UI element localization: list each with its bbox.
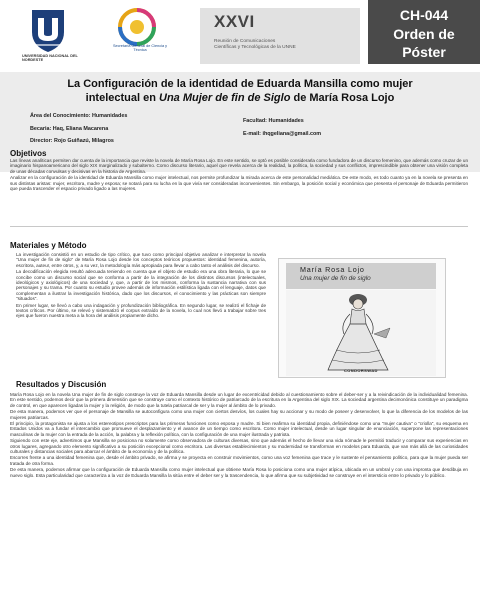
book-title: Una mujer de fin de siglo: [300, 275, 371, 282]
paper-title: [20, 78, 460, 105]
congress-name: [214, 39, 354, 50]
results-paragraph: El principio, la protagonista se ajusta a los estereotipos prescriptos para las primeras funciones como esposa y madre. Si bien reafirma su identidad propia, definiéndose como una "mujer cautiva" o "criolla", su esquema en Estados Unidos va a fundar el intercambio que promueve el desplazamiento y el avance de un tiempo como escritora. Como mujer intelectual, desde un lugar singular de enunciación, superpone las representaciones masculinas de la mujer con la entrada de la acción, la palabra y la reflexión política, con la configuración de una mujer ilustrada y patriota.: [10, 421, 468, 437]
poster-header: [0, 0, 480, 72]
book-publisher: CONDORSWAD: [344, 368, 378, 373]
secretariat-logo: [118, 8, 156, 46]
congress-line-2: Científicas y Tecnológicas de la UNNE: [214, 44, 296, 50]
director: Director: Rojo Guiñazú, Milagros: [30, 138, 114, 144]
victorian-woman-illustration: [286, 290, 436, 376]
section-divider: [10, 226, 468, 227]
results-body: [10, 392, 468, 479]
author: Becaria: Haq, Eliana Macarena: [30, 126, 109, 132]
results-paragraph: Escorres frente a una identidad femenina que, desde el ámbito privado, se afirma y se proyecta en construir movimientos, como una voz femenina que trace y le sustente el pensamiento político, para que la mujer pueda ser tratada de otra forma.: [10, 455, 468, 466]
objectives-body: [10, 158, 468, 192]
email: E-mail: ihqgeliana@gmail.com: [243, 131, 322, 137]
faculty: Facultad: Humanidades: [243, 118, 304, 124]
poster-label-line2: Póster: [402, 44, 446, 60]
results-paragraph: De esta manera, podemos ver que el personaje de Mansilla se autoconfigura como una mujer con ciertos desvíos, los cuales hay su accionar y su modo de poseer y desenvolver, lo que la diferencia de los modelos de las mujeres patriarcas.: [10, 409, 468, 420]
methods-body: [16, 252, 266, 320]
congress-line-1: Reunión de Comunicaciones: [214, 39, 276, 44]
secretariat-name: Secretaría General de Ciencia y Técnica: [112, 44, 168, 53]
book-author: María Rosa Lojo: [300, 265, 365, 274]
university-shield-logo: [28, 8, 68, 54]
objectives-paragraph: Las líneas analíticas permiten dar cuenta de la importancia que reviste la novela de María Rosa Lojo. En este sentido, se optó es posible considerarla como fundadora de un discurso femenino, que además como cruzar de un imaginario hispanoamericano del siglo XIX marginalizado y subalterno. Como discurso literario, aquel que revela acerca de la realidad, la política, la sociedad y sus conflictos, imprescindible para obtener una visión completa de unas décadas convulsas y decisivas en la historia de Argentina.: [10, 158, 468, 174]
results-paragraph: De esta manera, podemos afirmar que la configuración de Eduarda Mansilla como mujer intelectual que obtiene María Rosa lo posiciona como una mujer atípica, ubicada en un umbral y con una impronta que desdibuja en nuevo siglo. Esta particularidad que caracteriza a la voz de Eduarda Mansilla la sitúa entre el deber ser y la trascendencia, lo que afirma que su subjetividad se construye en el intersticio entre lo privado y lo público.: [10, 467, 468, 478]
methods-paragraph: La investigación consistió en un estudio de tipo crítico, que tuvo como principal objetivo analizar e interpretar la novela "Una mujer de fin de siglo" de María Rosa Lojo desde los conceptos teóricos propuestos: identidad femenina, autoría, escritora, auteur, entre otros, y, a su vez, la metodología más apropiada para llevar a cabo tanto el análisis del discurso.: [16, 252, 266, 268]
results-heading: Resultados y Discusión: [16, 380, 107, 389]
objectives-heading: Objetivos: [10, 149, 47, 158]
title-line-1: La Configuración de la identidad de Eduarda Mansilla como mujer: [67, 78, 413, 90]
university-name: UNIVERSIDAD NACIONAL DEL NORDESTE: [22, 54, 78, 63]
methods-paragraph: En primer lugar, se llevó a cabo una indagación y profundización bibliográfica. En segundo lugar, se realizó el fichaje de textos críticos. Por último, se relevó y sistematizó el corpus extraído de la novela, lo cual nos llevó a trabajar sobre tres ejes que fueron nuestra meta a la hora del análisis propiamente dicho.: [16, 302, 266, 319]
poster-code-box: [368, 0, 480, 64]
knowledge-area: Área del Conocimiento: Humanidades: [30, 113, 128, 119]
title-line-2: intelectual en Una Mujer de fin de Siglo de María Rosa Lojo: [85, 91, 395, 104]
objectives-paragraph: Analizar en la configuración de la identidad de Eduarda Mansilla como mujer intelectual, nos permite profundizar la mirada acerca de este personalidad mediática. De este modo, es todo cuanto ya en la novela se presenta en sus distintas aristas: mujer, escritora, madre y esposa; se notará para su lucha en la que vivía ser consideradas inconvenientes. Sin embargo, la posición social y económica que presenta el personaje de Eduarda permitieron que pueda trascender el espacio privado ligado a las mujeres.: [10, 175, 468, 192]
poster-code: CH-044: [399, 7, 449, 23]
results-paragraph: Siguiendo con este eje, advertimos que Mansilla se posiciona no solamente como observadora de culturas diversas, sino que además el hecho de llevar una vida nómade le permitió traducir y comparar sus experiencias en otros lugares, agregando otro elemento significativo a su posición excepcional como escritora. Las diversas establecimientos y su modernidad se transforman en modelos para Eduarda, que van más allá de las curiosidades culturales y distancias sociales para abarcar el ámbito de la economía y de la política.: [10, 438, 468, 455]
poster-label-line1: Orden de: [393, 26, 455, 42]
congress-number: XXVI: [214, 12, 255, 31]
results-paragraph: María Rosa Lojo en la novela Una mujer de fin de siglo construye la voz de Eduarda Mansilla desde un lugar de excentricidad debido al cuestionamiento sobre el deber-ser y a la reivindicación de la individualidad femenina. En este sentido, podemos decir que la primera dimensión que se construye como el contexto histórico de patriarcado de la escritura en la Argentina del siglo XIX. La sociedad argentina decimonónica constituye un paradigma de control, en que aparecen ligadas la mujer y la religión, de modo que la tutela patriarcal de ser y la mujer al ámbito de lo privado.: [10, 392, 468, 408]
novel-title: Una Mujer de fin de Siglo: [159, 91, 291, 104]
methods-heading: Materiales y Método: [10, 241, 87, 250]
congress-banner: [200, 8, 360, 64]
methods-paragraph: La decodificación elegida resultó adecuada teniendo en cuenta que el objeto de estudio era una obra literaria, lo que se concibe como un discurso social que se conforma a partir de la integración de los distintos discursos (intelectuales, ideológicos y axiológicos) de una sociedad y, que, a partir de los mismos, conforma la sustancia narrativa con sus personajes y su trama. Por cuanto su estudio provee además de información estilística ligada con el lenguaje, datos que complementan a ilustrar la investigación histórica, dado que los discursos, el conocimiento y las prácticas son siempre "situados".: [16, 269, 266, 302]
